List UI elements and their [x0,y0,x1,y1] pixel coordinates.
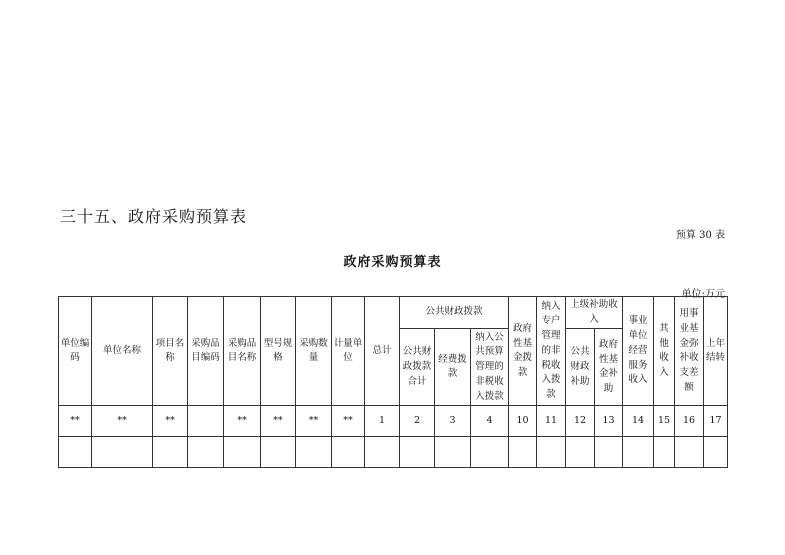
empty-cell [224,437,261,468]
header-superior-subsidy: 上级补助收入 [566,297,623,329]
header-quantity: 采购数量 [296,297,332,406]
empty-cell [675,437,704,468]
procurement-budget-table [58,296,728,468]
unit-label: 单位:万元 [681,289,725,300]
header-unit-name: 单位名称 [92,297,153,406]
cell-public-finance-total: 2 [400,406,435,437]
empty-cell [92,437,153,468]
empty-cell [595,437,623,468]
header-unit-code: 单位编码 [59,297,92,406]
cell-gov-fund-subsidy: 13 [595,406,623,437]
header-gov-fund-subsidy: 政府性基金补助 [595,329,623,406]
cell-quantity: ** [296,406,332,437]
empty-cell [59,437,92,468]
form-number: 预算 30 表 [675,230,725,241]
empty-cell [566,437,595,468]
empty-cell [296,437,332,468]
header-measure-unit: 计量单位 [332,297,365,406]
cell-item-name: ** [224,406,261,437]
header-item-code: 采购品目编码 [188,297,224,406]
cell-gov-fund: 10 [509,406,537,437]
header-public-finance-subsidy: 公共财政补助 [566,329,595,406]
empty-cell [365,437,400,468]
cell-measure-unit: ** [332,406,365,437]
header-total: 总计 [365,297,400,406]
empty-cell [188,437,224,468]
header-gov-fund: 政府性基金拨款 [509,297,537,406]
header-fund-deficit: 用事业基金弥补收支差额 [675,297,704,406]
header-business-income: 事业单位经营服务收入 [623,297,654,406]
empty-cell [435,437,471,468]
empty-cell [623,437,654,468]
empty-cell [153,437,188,468]
empty-cell [261,437,296,468]
cell-fund-deficit: 16 [675,406,704,437]
cell-unit-code: ** [59,406,92,437]
header-project-name: 项目名称 [153,297,188,406]
cell-special-non-tax: 11 [537,406,566,437]
empty-cell [704,437,728,468]
empty-cell [471,437,509,468]
cell-non-tax-in-budget: 4 [471,406,509,437]
header-carryover: 上年结转 [704,297,728,406]
empty-cell [332,437,365,468]
header-expense-allocation: 经费拨款 [435,329,471,406]
empty-cell [654,437,675,468]
table-row-empty [59,437,728,468]
table-row [59,406,728,437]
cell-other-income: 15 [654,406,675,437]
header-non-tax-in-budget: 纳入公共预算管理的非税收入拨款 [471,329,509,406]
header-special-non-tax: 纳入专户管理的非税收入拨款 [537,297,566,406]
cell-item-code [188,406,224,437]
table-title: 政府采购预算表 [343,255,442,270]
cell-carryover: 17 [704,406,728,437]
empty-cell [400,437,435,468]
header-public-finance: 公共财政拨款 [400,297,509,329]
header-other-income: 其他收入 [654,297,675,406]
cell-unit-name: ** [92,406,153,437]
header-spec: 型号规格 [261,297,296,406]
header-item-name: 采购品目名称 [224,297,261,406]
cell-business-income: 14 [623,406,654,437]
section-heading: 三十五、政府采购预算表 [60,207,248,226]
cell-total: 1 [365,406,400,437]
cell-public-finance-subsidy: 12 [566,406,595,437]
header-row-1 [59,297,728,329]
cell-project-name: ** [153,406,188,437]
cell-spec: ** [261,406,296,437]
empty-cell [537,437,566,468]
cell-expense-allocation: 3 [435,406,471,437]
empty-cell [509,437,537,468]
header-public-finance-total: 公共财政拨款合计 [400,329,435,406]
